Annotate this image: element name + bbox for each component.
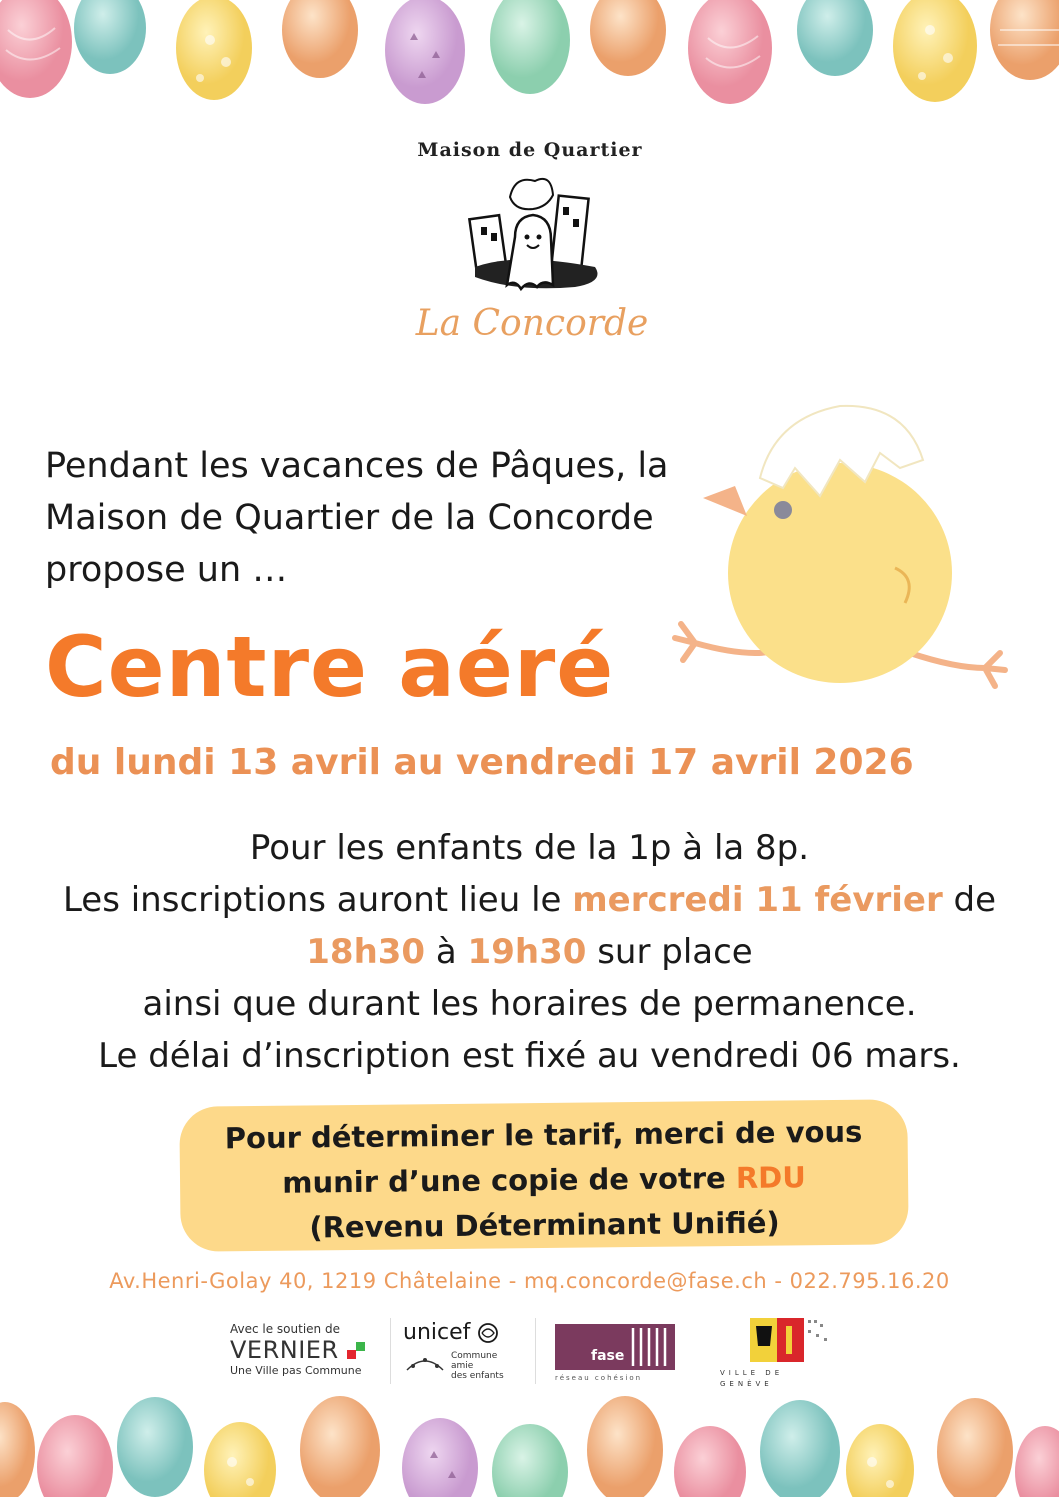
ghost-houses-illustration-icon [455, 167, 605, 307]
children-circle-icon [403, 1354, 447, 1378]
registration-details [0, 822, 1059, 1082]
unicef-caption: amie [451, 1361, 474, 1371]
event-title: Centre aéré [45, 618, 615, 716]
divider [390, 1318, 391, 1384]
vernier-support-text: Avec le soutien de [230, 1322, 340, 1336]
easter-eggs-bottom-border [0, 1392, 1059, 1497]
vernier-name: VERNIER [230, 1336, 339, 1364]
ville-de-geneve-logo [720, 1316, 830, 1390]
hatching-chick-icon [665, 398, 1015, 698]
egg-icon [300, 1396, 380, 1497]
unicef-name: unicef [403, 1320, 471, 1345]
egg-icon [492, 1424, 568, 1497]
vernier-squares-icon [347, 1342, 365, 1360]
intro-paragraph [45, 440, 725, 596]
easter-eggs-top-border [0, 0, 1059, 110]
fase-stripes-icon [627, 1324, 673, 1370]
egg-icon [760, 1400, 840, 1497]
egg-icon [490, 0, 570, 94]
egg-icon [204, 1422, 276, 1497]
details-line [0, 926, 1059, 978]
intro-line: propose un … [45, 550, 288, 590]
rdu-highlight: RDU [735, 1160, 806, 1195]
registration-date: mercredi 11 février [572, 880, 943, 920]
event-dates: du lundi 13 avril au vendredi 17 avril 2026 [50, 742, 914, 783]
details-text: à [425, 932, 468, 972]
egg-icon [587, 1396, 663, 1497]
egg-icon [674, 1426, 746, 1497]
unicef-logo [403, 1320, 523, 1381]
unicef-caption: des enfants [451, 1371, 504, 1381]
intro-line: Pendant les vacances de Pâques, la [45, 446, 669, 486]
rdu-line: (Revenu Déterminant Unifié) [309, 1205, 780, 1245]
logo-title: Maison de Quartier [417, 139, 643, 161]
egg-icon [282, 0, 358, 78]
egg-icon [74, 0, 146, 74]
details-text: Les inscriptions auront lieu le [62, 880, 573, 920]
egg-icon [797, 0, 873, 76]
vernier-tagline: Une Ville pas Commune [230, 1364, 362, 1377]
vernier-logo [230, 1322, 380, 1377]
maison-de-quartier-logo [400, 135, 660, 365]
contact-info: Av.Henri-Golay 40, 1219 Châtelaine - mq.concorde@fase.ch - 022.795.16.20 [109, 1269, 950, 1293]
egg-icon [937, 1398, 1013, 1497]
fase-logo [555, 1324, 675, 1382]
egg-icon [0, 0, 72, 98]
rdu-text: munir d’une copie de votre [282, 1160, 737, 1200]
egg-icon [590, 0, 666, 76]
rdu-line: Pour déterminer le tarif, merci de vous [224, 1114, 863, 1156]
details-line: ainsi que durant les horaires de permanence. [142, 984, 917, 1024]
fase-tagline: réseau cohésion [555, 1374, 643, 1382]
rdu-notice-box [179, 1099, 908, 1252]
fase-name: fase [591, 1348, 625, 1364]
egg-icon [990, 0, 1059, 80]
egg-icon [688, 0, 772, 104]
egg-icon [893, 0, 977, 102]
details-line: Le délai d’inscription est fixé au vendredi 06 mars. [98, 1036, 961, 1076]
egg-icon [846, 1424, 914, 1497]
details-text: sur place [586, 932, 753, 972]
details-text: de [942, 880, 997, 920]
geneve-caption: GENÈVE [720, 1380, 773, 1388]
sponsor-logos [225, 1310, 845, 1390]
egg-icon [1015, 1426, 1059, 1497]
geneva-coat-of-arms-icon [750, 1316, 830, 1364]
egg-icon [0, 1402, 35, 1497]
egg-icon [402, 1418, 478, 1497]
egg-icon [176, 0, 252, 100]
end-time: 19h30 [467, 932, 587, 972]
geneve-caption: VILLE DE [720, 1369, 784, 1377]
rdu-line [180, 1154, 908, 1207]
start-time: 18h30 [306, 932, 426, 972]
divider [535, 1318, 536, 1384]
unicef-caption: Commune [451, 1351, 498, 1361]
egg-icon [385, 0, 465, 104]
unicef-globe-icon [477, 1322, 499, 1344]
details-line: Pour les enfants de la 1p à la 8p. [249, 828, 810, 868]
details-line [0, 874, 1059, 926]
egg-icon [37, 1415, 113, 1497]
egg-icon [117, 1397, 193, 1497]
logo-subtitle: La Concorde [415, 303, 649, 344]
intro-line: Maison de Quartier de la Concorde [45, 498, 654, 538]
